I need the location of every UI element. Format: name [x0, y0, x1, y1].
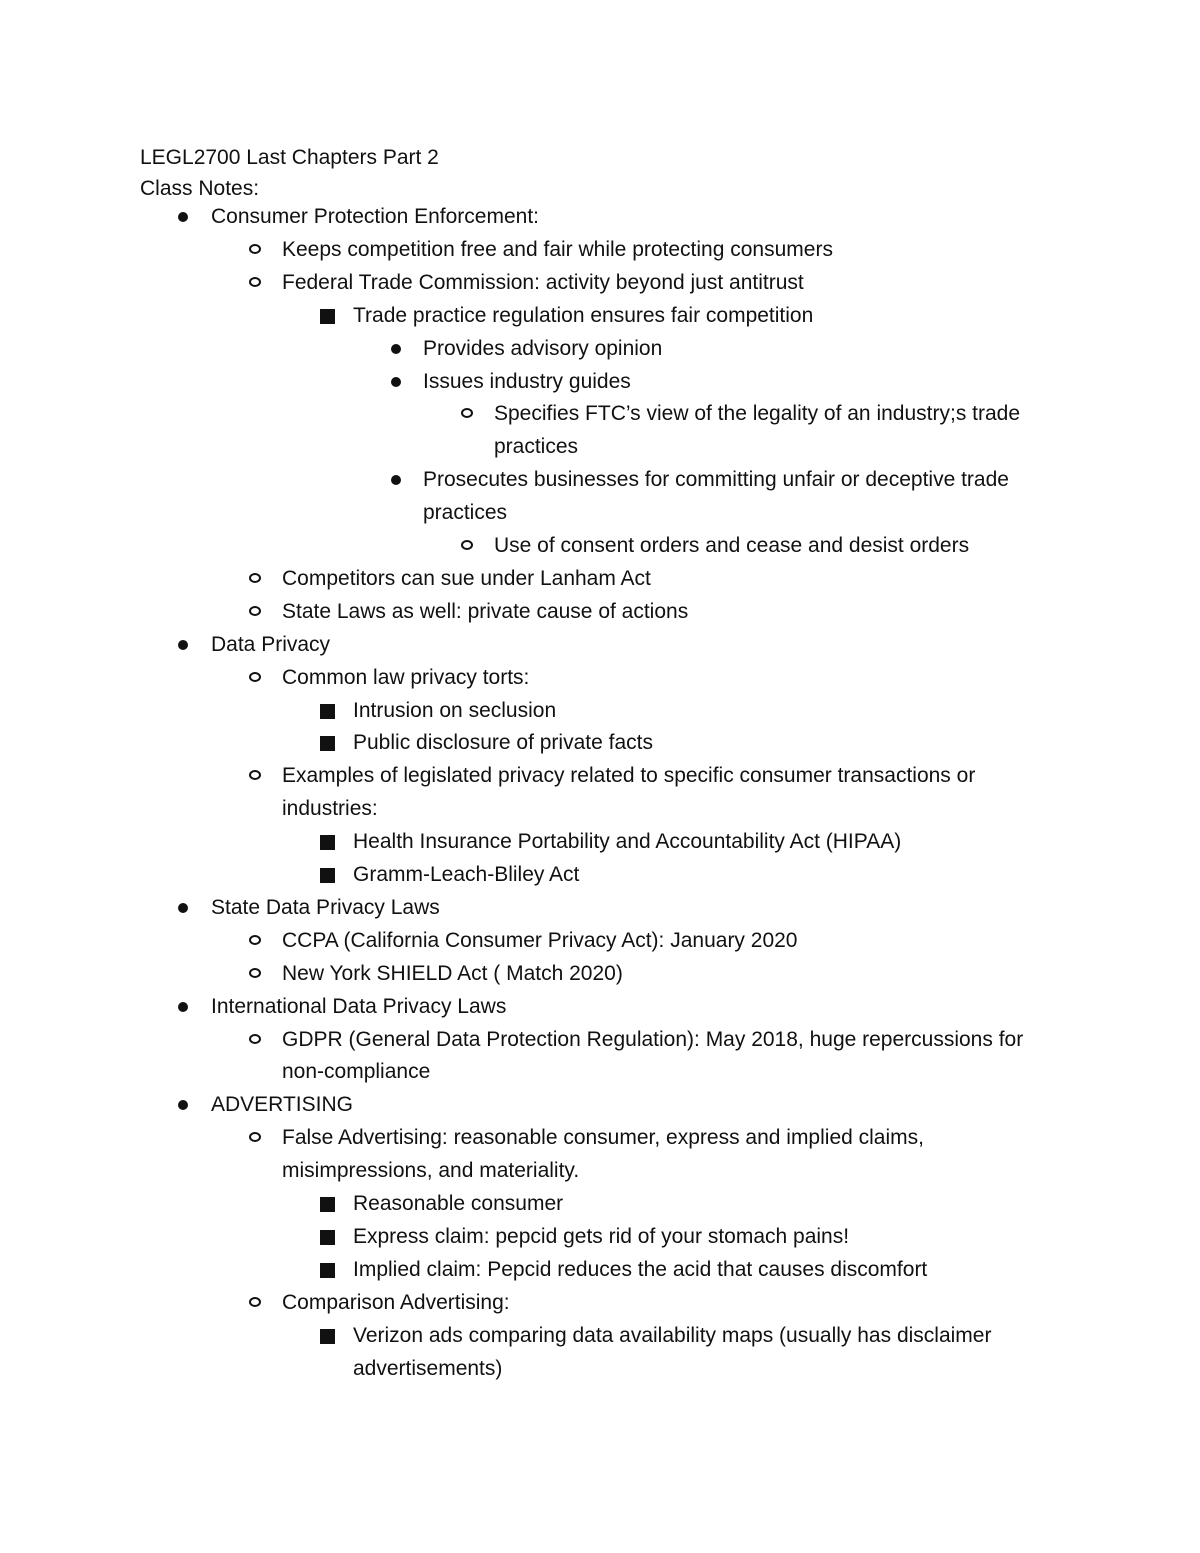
document-subtitle: Class Notes: — [140, 177, 260, 200]
outline-item-text: Express claim: pepcid gets rid of your stomach pains! — [353, 1224, 850, 1248]
outline-item — [0, 661, 1200, 694]
outline-item-text: False Advertising: reasonable consumer, express and implied claims, — [282, 1126, 924, 1150]
outline-item — [0, 1220, 1200, 1253]
outline-item — [0, 1023, 1200, 1056]
outline-item — [0, 1154, 1200, 1187]
outline-item — [0, 595, 1200, 628]
outline-item — [0, 924, 1200, 957]
bullet-circle-icon — [249, 277, 261, 287]
outline-item — [0, 529, 1200, 562]
outline-item — [0, 1055, 1200, 1088]
outline-item — [0, 990, 1200, 1023]
outline-item-text: Trade practice regulation ensures fair competition — [353, 303, 814, 327]
outline-item — [0, 299, 1200, 332]
outline-item-text: State Laws as well: private cause of actions — [282, 599, 689, 623]
bullet-circle-icon — [249, 1132, 261, 1142]
outline-item-text: Common law privacy torts: — [282, 665, 530, 689]
outline-item-text: New York SHIELD Act ( Match 2020) — [282, 961, 623, 985]
bullet-circle-icon — [249, 1034, 261, 1044]
bullet-circle-icon — [249, 1297, 261, 1307]
bullet-disc-icon — [178, 212, 188, 222]
outline-item-text: Public disclosure of private facts — [353, 731, 653, 755]
outline-item-text: Reasonable consumer — [353, 1192, 564, 1215]
outline-item-text: Prosecutes businesses for committing unfair or deceptive trade — [423, 468, 1009, 492]
outline-item — [0, 1253, 1200, 1286]
outline-item-text: industries: — [282, 797, 378, 821]
outline-item — [0, 1286, 1200, 1319]
bullet-square-icon — [320, 835, 335, 850]
outline-item — [0, 694, 1200, 727]
outline-item — [0, 957, 1200, 990]
bullet-disc-icon — [391, 475, 401, 485]
bullet-circle-icon — [249, 606, 261, 616]
outline-item — [0, 200, 1200, 233]
outline-item-text: Provides advisory opinion — [423, 336, 663, 360]
bullet-circle-icon — [249, 244, 261, 254]
outline-item-text: Use of consent orders and cease and desist orders — [494, 534, 970, 557]
bullet-square-icon — [320, 868, 335, 883]
outline-item-text: ADVERTISING — [211, 1093, 353, 1117]
outline-item — [0, 233, 1200, 266]
outline-item — [0, 266, 1200, 299]
bullet-circle-icon — [461, 540, 473, 550]
bullet-circle-icon — [249, 672, 261, 682]
outline-item-text: CCPA (California Consumer Privacy Act): January 2020 — [282, 928, 798, 952]
outline-item — [0, 332, 1200, 365]
outline-item — [0, 562, 1200, 595]
bullet-disc-icon — [391, 344, 401, 354]
bullet-square-icon — [320, 736, 335, 751]
document-header — [140, 142, 439, 204]
outline-item-text: practices — [494, 435, 579, 459]
outline-item-text: Examples of legislated privacy related to specific consumer transactions or — [282, 764, 976, 788]
outline-item — [0, 1352, 1200, 1385]
bullet-square-icon — [320, 1263, 335, 1278]
outline-item — [0, 1088, 1200, 1121]
outline-item-text: Health Insurance Portability and Accountability Act (HIPAA) — [353, 830, 902, 854]
outline-item-text: Federal Trade Commission: activity beyond just antitrust — [282, 270, 804, 294]
bullet-square-icon — [320, 704, 335, 719]
outline-item — [0, 759, 1200, 792]
bullet-circle-icon — [249, 573, 261, 583]
outline-item — [0, 430, 1200, 463]
outline-item-text: Intrusion on seclusion — [353, 698, 557, 722]
outline-item-text: Comparison Advertising: — [282, 1290, 510, 1314]
outline-item — [0, 825, 1200, 858]
bullet-square-icon — [320, 1230, 335, 1245]
outline-item — [0, 463, 1200, 496]
outline-item-text: Data Privacy — [211, 632, 331, 656]
outline-item-text: Competitors can sue under Lanham Act — [282, 566, 651, 590]
outline-item-text: misimpressions, and materiality. — [282, 1159, 580, 1183]
outline-item — [0, 891, 1200, 924]
bullet-square-icon — [320, 309, 335, 324]
outline-item — [0, 365, 1200, 398]
outline-item-text: Issues industry guides — [423, 369, 631, 393]
bullet-circle-icon — [249, 968, 261, 978]
outline-item-text: International Data Privacy Laws — [211, 994, 507, 1018]
outline-item — [0, 858, 1200, 891]
bullet-circle-icon — [249, 770, 261, 780]
outline-item-text: Keeps competition free and fair while protecting consumers — [282, 237, 833, 261]
outline-item — [0, 628, 1200, 661]
outline-item-text: Gramm-Leach-Bliley Act — [353, 863, 580, 886]
outline-item-text: advertisements) — [353, 1356, 503, 1380]
outline-item — [0, 1319, 1200, 1352]
outline-item-text: practices — [423, 501, 508, 525]
outline-item-text: State Data Privacy Laws — [211, 895, 440, 919]
bullet-disc-icon — [178, 1100, 188, 1110]
outline-item — [0, 1187, 1200, 1220]
outline-item — [0, 496, 1200, 529]
document-title: LEGL2700 Last Chapters Part 2 — [140, 146, 439, 169]
outline-item-text: Specifies FTC’s view of the legality of an industry;s trade — [494, 402, 1021, 426]
outline-item — [0, 1121, 1200, 1154]
outline-item-text: GDPR (General Data Protection Regulation): May 2018, huge repercussions for — [282, 1027, 1024, 1051]
outline-item — [0, 726, 1200, 759]
bullet-disc-icon — [178, 1002, 188, 1012]
outline-item — [0, 792, 1200, 825]
outline-item-text: non-compliance — [282, 1060, 431, 1084]
outline-item-text: Verizon ads comparing data availability maps (usually has disclaimer — [353, 1323, 992, 1347]
bullet-disc-icon — [178, 640, 188, 650]
outline-item — [0, 397, 1200, 430]
bullet-circle-icon — [249, 935, 261, 945]
bullet-square-icon — [320, 1329, 335, 1344]
bullet-circle-icon — [461, 408, 473, 418]
bullet-disc-icon — [391, 377, 401, 387]
outline-item-text: Consumer Protection Enforcement: — [211, 205, 539, 228]
outline-item-text: Implied claim: Pepcid reduces the acid that causes discomfort — [353, 1257, 928, 1281]
bullet-disc-icon — [178, 903, 188, 913]
bullet-square-icon — [320, 1197, 335, 1212]
